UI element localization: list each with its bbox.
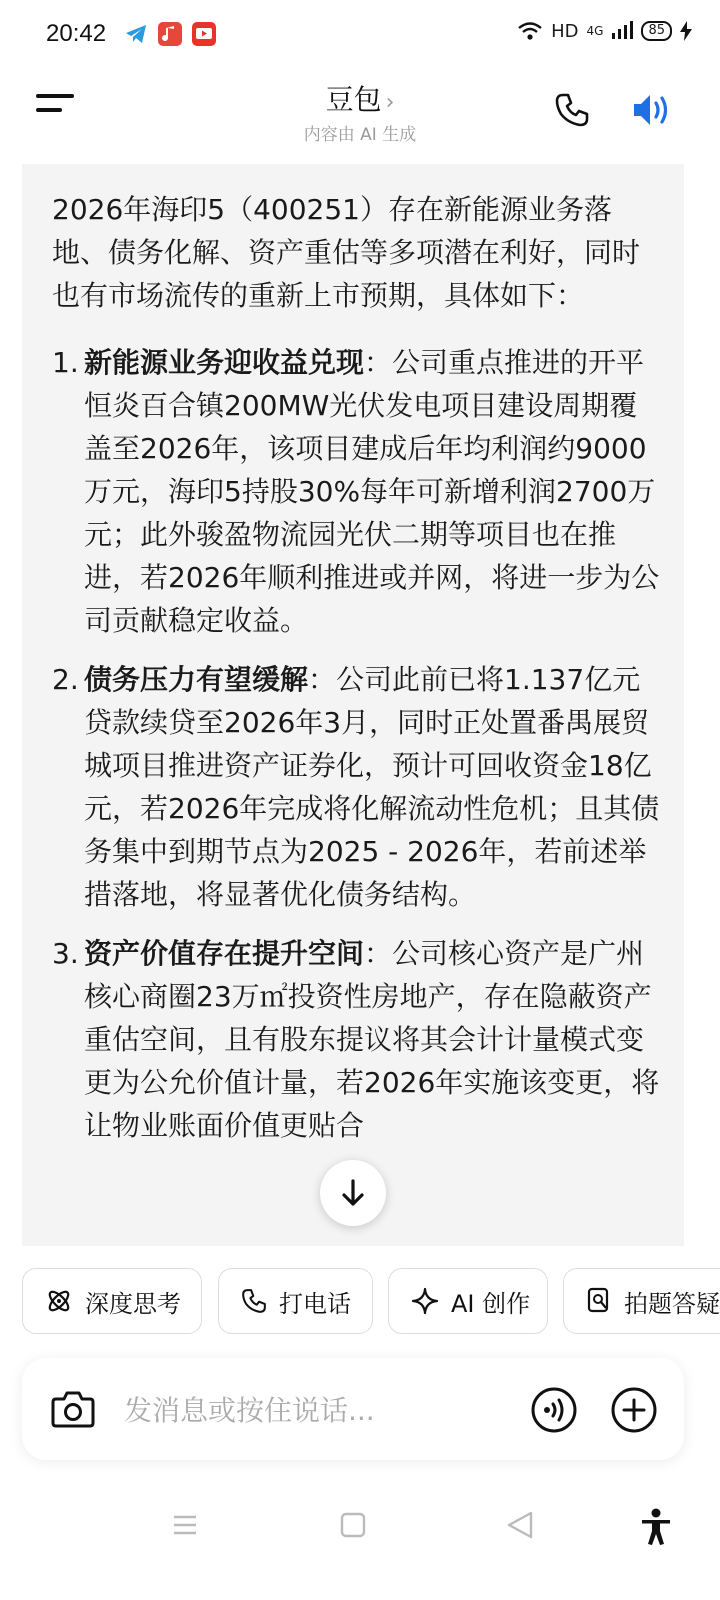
status-bar (0, 0, 720, 70)
list-item-body: 公司重点推进的开平恒炎百合镇200MW光伏发电项目建设周期覆盖至2026年，该项目建成后年均利润约9000万元，海印5持股30%每年可新增利润2700万元；此外骏盈物流园光伏二期等项目也在推进，若2026年顺利推进或并网，将进一步为公司贡献稳定收益。 (84, 346, 660, 637)
message-intro: 2026年海印5（400251）存在新能源业务落地、债务化解、资产重估等多项潜在利好，同时也有市场流传的重新上市预期，具体如下： (52, 193, 641, 312)
chat-header (0, 70, 720, 160)
speaker-icon[interactable] (630, 90, 674, 130)
list-item-heading: 新能源业务迎收益兑现 (84, 346, 365, 379)
chip-ai-create[interactable] (388, 1268, 548, 1334)
charging-icon (680, 21, 692, 41)
music-notification-icon (158, 22, 182, 46)
add-icon[interactable] (610, 1386, 658, 1434)
status-indicators (517, 20, 692, 42)
system-navigation-bar (0, 1490, 720, 1600)
arrow-down-icon (340, 1178, 366, 1208)
chat-title[interactable]: 豆包 (325, 83, 382, 116)
message-input-bar (22, 1358, 684, 1460)
sparkle-icon (411, 1287, 439, 1315)
quick-action-chips (0, 1268, 720, 1340)
ai-message-bubble (22, 164, 684, 1246)
accessibility-icon[interactable] (640, 1508, 672, 1550)
status-time: 20:42 (46, 20, 107, 47)
recent-apps-icon[interactable] (172, 1512, 198, 1542)
back-icon[interactable] (506, 1510, 534, 1544)
chip-photo-answer[interactable] (563, 1268, 720, 1334)
chip-deep-think[interactable] (22, 1268, 202, 1334)
ai-disclaimer: 内容由 AI 生成 (303, 125, 417, 145)
phone-call-icon[interactable] (554, 92, 590, 128)
scroll-to-bottom-button[interactable] (320, 1160, 386, 1226)
chip-label: 拍题答疑 (624, 1289, 720, 1318)
list-item-colon: ： (308, 663, 337, 696)
chevron-right-icon: › (385, 90, 395, 115)
chip-label: 打电话 (279, 1289, 351, 1318)
list-item (52, 658, 662, 916)
camera-icon[interactable] (50, 1387, 96, 1431)
message-input[interactable] (122, 1386, 516, 1434)
list-item-colon: ： (364, 346, 393, 379)
chip-label: AI 创作 (451, 1289, 531, 1318)
photo-search-icon (586, 1287, 612, 1315)
cellular-type: 4G (586, 24, 604, 38)
phone-icon (241, 1288, 267, 1314)
network-type: HD (551, 20, 579, 42)
list-item-heading: 债务压力有望缓解 (84, 663, 309, 696)
list-item-body: 公司此前已将1.137亿元贷款续贷至2026年3月，同时正处置番禺展贸城项目推进资产证券化，预计可回收资金18亿元，若2026年完成将化解流动性危机；且其债务集中到期节点为2025 - 2026年，若前述举措落地，将显著优化债务结构。 (84, 663, 660, 911)
chat-title-area[interactable] (0, 78, 720, 145)
signal-icon (611, 21, 633, 41)
list-item-heading: 资产价值存在提升空间 (84, 937, 365, 970)
wifi-icon (517, 20, 543, 42)
list-item-number: 2. (52, 663, 79, 696)
voice-input-icon[interactable] (530, 1386, 578, 1434)
list-item (52, 341, 662, 642)
message-list (52, 341, 662, 1147)
chip-call[interactable] (218, 1268, 373, 1334)
telegram-notification-icon (124, 22, 148, 46)
atom-icon (45, 1287, 73, 1315)
list-item-number: 1. (52, 346, 79, 379)
video-notification-icon (192, 22, 216, 46)
list-item-colon: ： (364, 937, 393, 970)
list-item-body: 公司核心资产是广州核心商圈23万㎡投资性房地产，存在隐蔽资产重估空间，且有股东提议将其会计计量模式变更为公允价值计量，若2026年实施该变更，将让物业账面价值更贴合 (84, 937, 660, 1142)
home-icon[interactable] (340, 1512, 366, 1542)
chip-label: 深度思考 (85, 1289, 181, 1318)
battery-level: 85 (641, 21, 672, 41)
list-item (52, 932, 662, 1147)
list-item-number: 3. (52, 937, 79, 970)
